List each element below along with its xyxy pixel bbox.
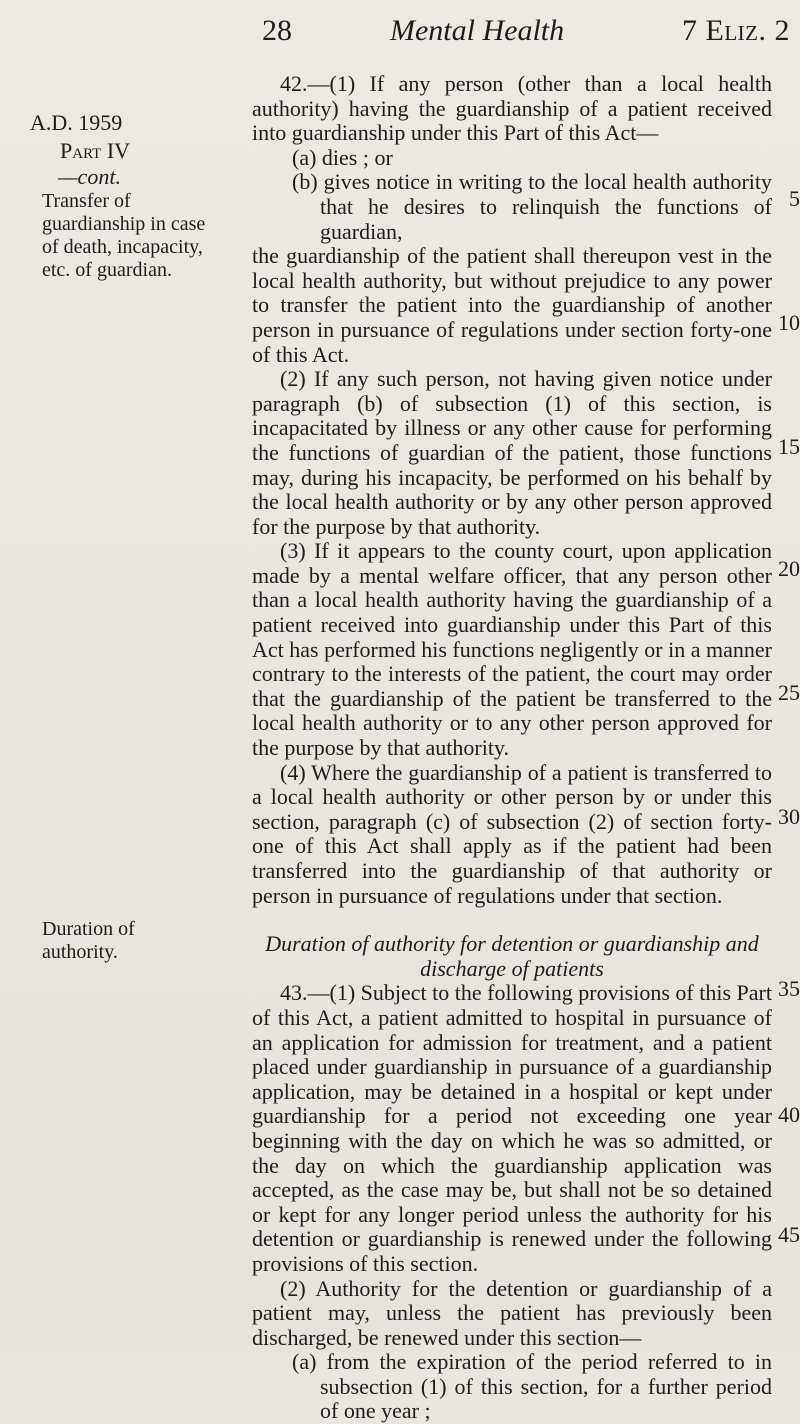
page-number: 28 <box>262 14 292 47</box>
cross-heading: Duration of authority for detention or guardianship and discharge of patients <box>265 931 759 981</box>
regnal-year: 7 Eliz. 2 <box>682 14 790 47</box>
margin-note-section-42: Transfer of guardianship in case of death, incapacity, etc. of guardian. <box>42 190 206 281</box>
line-number: 30 <box>778 804 800 829</box>
section-43-sub-1: 43.—(1) Subject to the following provisions of this Part of this Act, a patient admitted to hospital in pursuance of an application for admission for treatment, and a patient placed under guardianship in pursuance of a guardianship application, may be detained in a hospital or kept under guardianship for a period not exceeding one year beginning with the day on which he was so admitted, or the day on which the guardianship application was accepted, as the case may be, but shall not be so detained or kept for any longer period unless the authority for his detention or guardianship is renewed under the following provisions of this section. <box>252 980 772 1276</box>
margin-cont: —cont. <box>58 164 121 189</box>
section-43-sub-2: (2) Authority for the detention or guardianship of a patient may, unless the patient has previously been discharged, be renewed under this section— <box>252 1275 772 1350</box>
section-42-sub-3: (3) If it appears to the county court, upon application made by a mental welfare officer, that any person other than a local health authority having the guardianship of a patient received into guardianship under this Part of this Act has performed his functions negligently or in a manner contrary to the interests of the patient, the court may order that the guardianship of the patient be transferred to the local health authority or to any other person approved for the purpose by that authority. <box>252 538 772 761</box>
section-42-sub-2: (2) If any such person, not having given notice under paragraph (b) of subsection (1) of this section, is incapacitated by illness or any other cause for performing the functions of guardian of the patient, those functions may, during his incapacity, be performed on his behalf by the local health authority or by any other person approved for the purpose by that authority. <box>252 366 772 539</box>
margin-part: Part IV <box>60 138 131 163</box>
body-text <box>252 72 772 1424</box>
section-42-item-a: (a) dies ; or <box>292 144 393 170</box>
section-42-tail: the guardianship of the patient shall thereupon vest in the local health authority, but without prejudice to any power to transfer the patient into the guardianship of another person in pursuance of regulations under section forty-one of this Act. <box>252 243 772 367</box>
line-number: 45 <box>778 1222 800 1247</box>
section-42-sub-4: (4) Where the guardianship of a patient is transferred to a local health authority or other person by or under this section, paragraph (c) of subsection (2) of section forty-one of this Act shall apply as if the patient had been transferred into the guardianship of that authority or person in pursuance of regulations under that section. <box>252 759 772 908</box>
section-42-intro: 42.—(1) If any person (other than a local health authority) having the guardianship of a patient received into guardianship under this Part of this Act— <box>252 71 772 146</box>
running-header <box>262 14 790 54</box>
line-number: 15 <box>778 434 800 459</box>
running-title: Mental Health <box>390 14 565 47</box>
line-number: 20 <box>778 556 800 581</box>
line-number: 40 <box>778 1102 800 1127</box>
section-43-item-a: (a) from the expiration of the period referred to in subsection (1) of this section, for a further period of one year ; <box>292 1349 772 1424</box>
margin-note-section-43: Duration of authority. <box>42 918 135 963</box>
line-number: 25 <box>778 680 800 705</box>
section-42-item-b: (b) gives notice in writing to the local health authority that he desires to relinquish the functions of guardian, <box>292 169 772 244</box>
margin-year: A.D. 1959 <box>30 110 123 135</box>
line-number: 35 <box>778 976 800 1001</box>
line-number: 5 <box>789 186 800 211</box>
line-number: 10 <box>778 310 800 335</box>
